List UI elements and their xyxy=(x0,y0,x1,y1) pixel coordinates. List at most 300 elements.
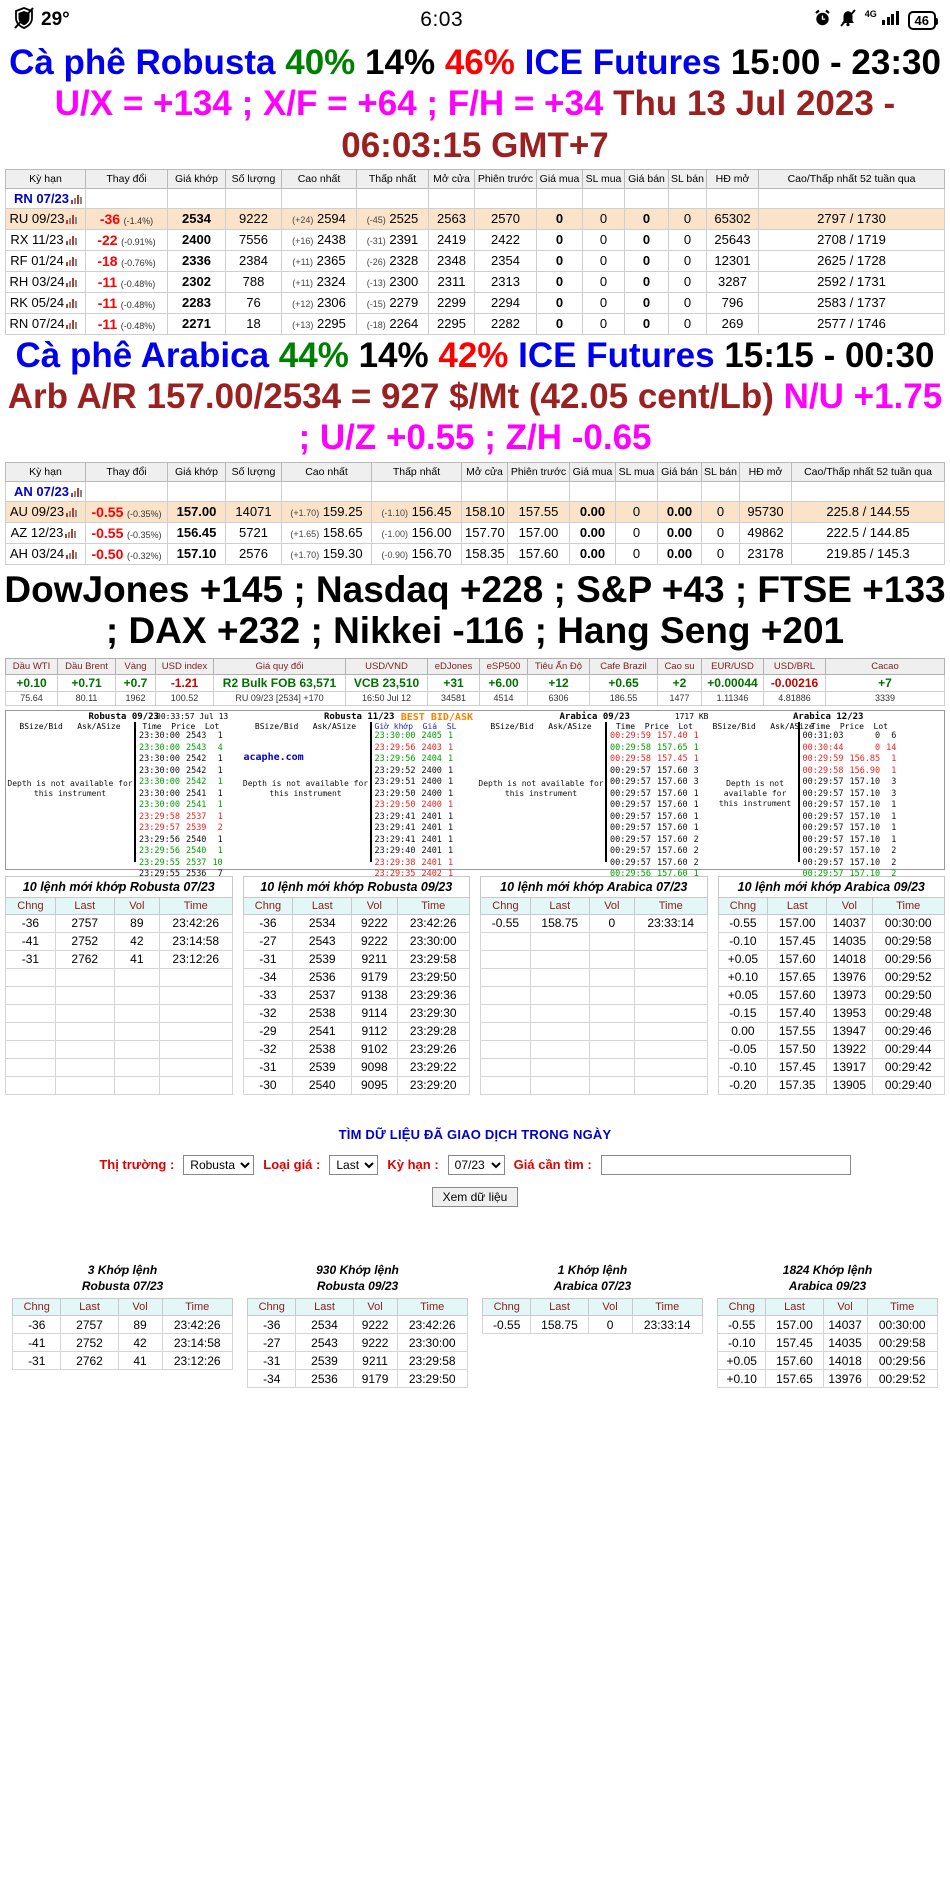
tick-row: 23:30:00 2542 1 xyxy=(139,777,223,788)
low-cell: (-31) 2391 xyxy=(357,229,429,250)
watermark: acaphe.com xyxy=(243,751,304,763)
table-row xyxy=(483,1316,703,1334)
tick-list[interactable]: Time Price Lot 00:29:59 157.40 1 00:29:58 157.65 1 00:29:58 157.45 1 00:29:57 157.60 3 00:29:57 157.60 3 00:29:57 157.60 1 00:29:57 157.60 1 00:29:57 157.60 1 00:29:57 157.60 1 00:29:57 157.60 2 00:29:57 157.60 2 00:29:57 157.60 2 00:29:56 157.60 1 xyxy=(605,722,702,862)
col-header: SL bán xyxy=(669,169,707,188)
col-header: Last xyxy=(55,897,114,914)
cell xyxy=(114,1040,159,1058)
cell: 2752 xyxy=(61,1334,118,1352)
strip-value: +0.71 xyxy=(58,674,116,691)
cell xyxy=(114,1076,159,1094)
cell: 23:29:20 xyxy=(397,1076,470,1094)
table-row[interactable] xyxy=(6,313,945,334)
table-row xyxy=(13,1334,233,1352)
table-row xyxy=(481,1058,708,1076)
cell: 2539 xyxy=(293,950,352,968)
contract-cell: AH 03/24 xyxy=(6,543,86,564)
cell: 9222 xyxy=(353,1334,397,1352)
change-cell: -36 (-1.4%) xyxy=(86,208,168,229)
view-data-button[interactable]: Xem dữ liệu xyxy=(432,1187,519,1207)
open-interest-cell: 65302 xyxy=(707,208,759,229)
block-gap xyxy=(233,876,243,1095)
term-label: Kỳ hạn : xyxy=(387,1157,439,1173)
search-title: TÌM DỮ LIỆU ĐÃ GIAO DỊCH TRONG NGÀY xyxy=(338,1126,612,1142)
cell xyxy=(160,1022,233,1040)
cell: 2762 xyxy=(61,1352,118,1370)
col-header: Last xyxy=(293,897,352,914)
cell: 2543 xyxy=(293,932,352,950)
strip-value: +0.10 xyxy=(6,674,58,691)
ask-cell xyxy=(658,481,702,501)
cell: 23:42:26 xyxy=(162,1316,232,1334)
table-row xyxy=(243,1004,470,1022)
strip-sub: 1.11346 xyxy=(702,691,764,705)
strip-sub: 34581 xyxy=(428,691,480,705)
volume-cell: 18 xyxy=(226,313,282,334)
cell xyxy=(160,1004,233,1022)
cell: 00:29:58 xyxy=(867,1334,937,1352)
cell: 2539 xyxy=(293,1058,352,1076)
high-cell: (+1.70) 159.25 xyxy=(282,501,372,522)
tick-row: 23:29:56 2403 1 xyxy=(374,742,454,753)
ask-cell: 0 xyxy=(625,229,669,250)
cell: 13973 xyxy=(827,986,872,1004)
table-row xyxy=(718,1352,938,1370)
tick-row: 00:29:57 157.10 1 xyxy=(802,800,897,811)
table-row xyxy=(6,1076,233,1094)
cell: -0.05 xyxy=(718,1040,768,1058)
table-row[interactable] xyxy=(6,543,945,564)
cell xyxy=(589,950,634,968)
market-select[interactable] xyxy=(183,1155,254,1175)
volume-cell: 2384 xyxy=(226,250,282,271)
bid-size-cell: 0 xyxy=(616,522,658,543)
table-row xyxy=(248,1352,468,1370)
ask-size-cell: 0 xyxy=(669,229,707,250)
cell: 9138 xyxy=(352,986,397,1004)
cell: 00:29:48 xyxy=(872,1004,945,1022)
cell xyxy=(114,986,159,1004)
contract-cell: RN 07/24 xyxy=(6,313,86,334)
tick-row: 23:30:00 2542 1 xyxy=(139,765,223,776)
robusta-pct-red: 46% xyxy=(444,43,515,82)
cell: 23:29:50 xyxy=(397,1370,467,1388)
mini-chart-icon[interactable] xyxy=(66,257,77,266)
cell: 9112 xyxy=(352,1022,397,1040)
tick-row: 23:29:56 2404 1 xyxy=(374,754,454,765)
prev-close-cell: 2354 xyxy=(475,250,537,271)
col-header: Last xyxy=(296,1299,353,1316)
cell: 00:30:00 xyxy=(867,1316,937,1334)
tick-list[interactable]: Giờ khớp Giá SL 23:30:00 2405 1 23:29:56 2403 1 23:29:56 2404 1 23:29:52 2400 1 23:29:51 2400 1 23:29:50 2400 1 23:29:50 2400 1 23:29:41 2401 1 23:29:41 2401 1 23:29:41 2401 1 23:29:40 2401 1 23:29:38 2401 1 23:29:35 2402 1 xyxy=(370,722,460,862)
robusta-datetime: Thu 13 Jul 2023 - 06:03:15 GMT+7 xyxy=(341,84,896,165)
volume-cell: 788 xyxy=(226,271,282,292)
last-price-cell: 156.45 xyxy=(168,522,226,543)
table-row[interactable] xyxy=(6,229,945,250)
cell xyxy=(635,968,708,986)
tick-row: 23:29:58 2537 1 xyxy=(139,811,223,822)
matched-orders-block xyxy=(5,876,233,1095)
ask-size-cell xyxy=(669,188,707,208)
mini-chart-icon[interactable] xyxy=(66,550,77,559)
prev-close-cell: 2294 xyxy=(475,292,537,313)
tick-row: 00:31:03 0 6 xyxy=(802,731,897,742)
mute-icon xyxy=(840,9,856,31)
matched-orders-block xyxy=(480,876,708,1095)
ask-size-cell: 0 xyxy=(702,501,740,522)
bottom-block xyxy=(475,1262,710,1388)
volume-cell xyxy=(226,481,282,501)
cell: 0 xyxy=(588,1316,632,1334)
last-price-cell: 2534 xyxy=(168,208,226,229)
strip-sub: 75.64 xyxy=(6,691,58,705)
block-title: 10 lệnh mới khớp Robusta 07/23 xyxy=(5,876,233,897)
col-header: Giá khớp xyxy=(168,169,226,188)
cell: -0.10 xyxy=(718,1334,766,1352)
table-row[interactable] xyxy=(6,250,945,271)
robusta-exchange: ICE Futures xyxy=(524,43,722,82)
strip-sub: 16:50 Jul 12 xyxy=(346,691,428,705)
col-header: SL bán xyxy=(702,462,740,481)
cell: -31 xyxy=(243,1058,293,1076)
contract-cell: RF 01/24 xyxy=(6,250,86,271)
cell: 14035 xyxy=(823,1334,867,1352)
open-cell: 2419 xyxy=(429,229,475,250)
cell: 23:29:28 xyxy=(397,1022,470,1040)
table-row[interactable] xyxy=(6,271,945,292)
table-row[interactable] xyxy=(6,481,945,501)
ask-cell: 0 xyxy=(625,271,669,292)
low-cell: (-1.10) 156.45 xyxy=(372,501,462,522)
cell: 14018 xyxy=(823,1352,867,1370)
table-row xyxy=(13,1352,233,1370)
bid-cell: 0 xyxy=(537,229,583,250)
col-header: Time xyxy=(160,897,233,914)
table-row xyxy=(6,1040,233,1058)
tick-row: 23:29:41 2401 1 xyxy=(374,834,454,845)
cell xyxy=(481,932,531,950)
high-cell: (+11) 2365 xyxy=(282,250,357,271)
cell: -41 xyxy=(13,1334,61,1352)
cell xyxy=(635,932,708,950)
table-row xyxy=(243,1040,470,1058)
term-select[interactable] xyxy=(448,1155,505,1175)
mini-chart-icon[interactable] xyxy=(66,508,77,517)
table-row xyxy=(718,1058,945,1076)
mini-chart-icon[interactable] xyxy=(66,236,77,245)
change-cell: -0.55 (-0.35%) xyxy=(86,501,168,522)
table-row xyxy=(6,1058,233,1076)
bid-cell xyxy=(537,188,583,208)
col-header: Time xyxy=(867,1299,937,1316)
table-row xyxy=(6,932,233,950)
tick-row: 23:29:57 2539 2 xyxy=(139,823,223,834)
col-header: Vol xyxy=(588,1299,632,1316)
cell: -32 xyxy=(243,1040,293,1058)
table-row xyxy=(243,932,470,950)
cell: 23:29:58 xyxy=(397,1352,467,1370)
cell: -31 xyxy=(6,950,56,968)
cell: 158.75 xyxy=(531,1316,588,1334)
tick-row: 23:30:00 2405 1 xyxy=(374,731,454,742)
robusta-headline xyxy=(0,40,950,166)
ask-size-cell: 0 xyxy=(702,543,740,564)
prev-close-cell xyxy=(475,188,537,208)
bid-size-cell xyxy=(583,188,625,208)
ask-size-cell: 0 xyxy=(669,271,707,292)
cell: 157.45 xyxy=(768,932,827,950)
tick-row: 00:29:57 157.60 3 xyxy=(610,765,699,776)
open-interest-cell: 23178 xyxy=(740,543,792,564)
col-header: Time xyxy=(632,1299,702,1316)
table-row xyxy=(243,1076,470,1094)
strip-value: +0.00044 xyxy=(702,674,764,691)
cell xyxy=(589,986,634,1004)
change-cell: -11 (-0.48%) xyxy=(86,313,168,334)
cell: 9095 xyxy=(352,1076,397,1094)
cell: 9102 xyxy=(352,1040,397,1058)
tick-row: 00:29:58 156.90 1 xyxy=(802,765,897,776)
recent-matched-orders xyxy=(5,876,945,1095)
col-header: Mở cửa xyxy=(429,169,475,188)
depth-panel-title: Arabica 09/23 xyxy=(559,711,630,722)
tick-list[interactable]: Time Price Lot 23:30:00 2543 1 23:30:00 2543 4 23:30:00 2542 1 23:30:00 2542 1 23:30:00 2542 1 23:30:00 2541 1 23:30:00 2541 1 23:29:58 2537 1 23:29:57 2539 2 23:29:56 2540 1 23:29:56 2540 1 23:29:55 2537 10 23:29:55 2536 7 xyxy=(134,722,226,862)
cell: 2752 xyxy=(55,932,114,950)
mini-chart-icon[interactable] xyxy=(66,299,77,308)
col-header: Giá bán xyxy=(625,169,669,188)
prev-close-cell: 157.00 xyxy=(508,522,570,543)
table-row[interactable] xyxy=(6,292,945,313)
strip-sub: 3339 xyxy=(826,691,945,705)
strip-header: Cacao xyxy=(826,658,945,674)
contract-cell: RX 11/23 xyxy=(6,229,86,250)
col-header: Thấp nhất xyxy=(372,462,462,481)
cell: 157.35 xyxy=(768,1076,827,1094)
table-row xyxy=(718,1076,945,1094)
table-row xyxy=(481,1004,708,1022)
range-52w-cell xyxy=(792,481,945,501)
strip-header: USD/BRL xyxy=(764,658,826,674)
contract-cell: RU 09/23 xyxy=(6,208,86,229)
strip-value: +6.00 xyxy=(480,674,528,691)
cell: +0.05 xyxy=(718,950,768,968)
match-count: 930 Khớp lệnh xyxy=(316,1262,399,1277)
high-cell: (+16) 2438 xyxy=(282,229,357,250)
cell: 157.65 xyxy=(768,968,827,986)
mini-chart-icon[interactable] xyxy=(65,529,76,538)
tick-row: 23:30:00 2543 1 xyxy=(139,731,223,742)
strip-sub: 100.52 xyxy=(156,691,214,705)
col-header: Thay đổi xyxy=(86,462,168,481)
low-cell: (-18) 2264 xyxy=(357,313,429,334)
ask-cell xyxy=(625,188,669,208)
range-52w-cell: 2625 / 1728 xyxy=(759,250,945,271)
table-row xyxy=(13,1316,233,1334)
ask-cell: 0 xyxy=(625,208,669,229)
cell: -36 xyxy=(243,914,293,932)
strip-value: VCB 23,510 xyxy=(346,674,428,691)
strip-sub: 186.55 xyxy=(590,691,658,705)
high-cell: (+1.65) 158.65 xyxy=(282,522,372,543)
contract-name: Robusta 07/23 xyxy=(81,1278,164,1293)
table-row xyxy=(243,914,470,932)
high-cell xyxy=(282,188,357,208)
ask-size-cell: 0 xyxy=(702,522,740,543)
tick-list[interactable]: Time Price Lot 00:31:03 0 6 00:30:44 0 14 00:29:59 156.85 1 00:29:58 156.90 1 00:29:57 157.10 3 00:29:57 157.10 3 00:29:57 157.10 1 00:29:57 157.10 1 00:29:57 157.10 1 00:29:57 157.10 1 00:29:57 157.10 2 00:29:57 157.10 2 00:29:57 157.10 2 xyxy=(798,722,900,862)
arabica-exchange: ICE Futures xyxy=(518,335,715,375)
bid-cell: 0 xyxy=(537,271,583,292)
cell: 2536 xyxy=(293,968,352,986)
ask-cell: 0.00 xyxy=(658,543,702,564)
price-type-label: Loại giá : xyxy=(263,1157,321,1173)
cell: 14018 xyxy=(827,950,872,968)
cell: 23:29:22 xyxy=(397,1058,470,1076)
mini-chart-icon[interactable] xyxy=(66,215,77,224)
cell: 9222 xyxy=(352,932,397,950)
bid-cell: 0 xyxy=(537,250,583,271)
cell xyxy=(530,950,589,968)
mini-chart-icon[interactable] xyxy=(71,195,82,204)
cell xyxy=(589,968,634,986)
cell: 157.00 xyxy=(768,914,827,932)
high-cell xyxy=(282,481,372,501)
open-cell: 158.10 xyxy=(462,501,508,522)
mini-chart-icon[interactable] xyxy=(66,320,77,329)
table-row xyxy=(6,950,233,968)
tick-row: 23:29:56 2540 1 xyxy=(139,834,223,845)
col-header: Time xyxy=(397,897,470,914)
cell: 157.65 xyxy=(766,1370,823,1388)
cell: 00:29:56 xyxy=(872,950,945,968)
cell: -34 xyxy=(248,1370,296,1388)
low-cell: (-15) 2279 xyxy=(357,292,429,313)
cell: 00:29:44 xyxy=(872,1040,945,1058)
table-row[interactable] xyxy=(6,208,945,229)
bid-size-cell: 0 xyxy=(583,292,625,313)
depth-panel-title: Robusta 11/23 xyxy=(324,711,395,722)
open-interest-cell xyxy=(707,188,759,208)
price-search-label: Giá cần tìm : xyxy=(513,1157,592,1173)
table-row xyxy=(718,950,945,968)
robusta-pct-green: 40% xyxy=(285,43,356,82)
range-52w-cell: 2583 / 1737 xyxy=(759,292,945,313)
contract-cell: AZ 12/23 xyxy=(6,522,86,543)
open-cell xyxy=(462,481,508,501)
cell: -31 xyxy=(243,950,293,968)
tick-row: 23:29:50 2400 1 xyxy=(374,788,454,799)
table-row[interactable] xyxy=(6,188,945,208)
strip-header: EUR/USD xyxy=(702,658,764,674)
block-title: 10 lệnh mới khớp Arabica 09/23 xyxy=(718,876,946,897)
open-cell: 2348 xyxy=(429,250,475,271)
cell: 23:29:50 xyxy=(397,968,470,986)
bid-cell: 0.00 xyxy=(570,543,616,564)
cell: 157.60 xyxy=(768,986,827,1004)
cell: 9179 xyxy=(353,1370,397,1388)
cell xyxy=(530,1076,589,1094)
cell xyxy=(160,1076,233,1094)
match-count: 3 Khớp lệnh xyxy=(87,1262,158,1277)
cell: 23:12:26 xyxy=(162,1352,232,1370)
cell: 41 xyxy=(114,950,159,968)
search-form xyxy=(0,1155,950,1175)
depth-column: Robusta 09/23 00:33:57 Jul 13 BSize/Bid Ask/ASize Depth is not available for this instrument Time Price Lot 23:30:00 2543 1 23:30:00 2543 4 23:30:00 2542 1 23:30:00 2542 1 23:30:00 2542 1 23:30:00 2541 1 23:30:00 2541 1 23:29:58 2537 1 23:29:57 2539 2 23:29:56 2540 1 23:29:56 2540 1 23:29:55 2537 10 23:29:55 2536 7 xyxy=(6,711,242,869)
cell: +0.05 xyxy=(718,986,768,1004)
cell: -30 xyxy=(243,1076,293,1094)
bid-size-cell: 0 xyxy=(583,229,625,250)
depth-panel-title: Robusta 09/23 xyxy=(88,711,159,722)
volume-cell: 7556 xyxy=(226,229,282,250)
tick-row: 00:29:57 157.60 1 xyxy=(610,823,699,834)
mini-chart-icon[interactable] xyxy=(66,278,77,287)
temperature-label: 29° xyxy=(41,9,70,30)
cell xyxy=(530,1004,589,1022)
table-row xyxy=(243,1058,470,1076)
high-cell: (+12) 2306 xyxy=(282,292,357,313)
tick-row: 00:29:57 157.60 3 xyxy=(610,777,699,788)
strip-header: Dầu Brent xyxy=(58,658,116,674)
depth-column xyxy=(712,711,945,880)
price-search-input[interactable] xyxy=(601,1155,851,1175)
cell: 157.60 xyxy=(768,950,827,968)
cell: 00:29:58 xyxy=(872,932,945,950)
cell xyxy=(530,1022,589,1040)
col-header: HĐ mở xyxy=(707,169,759,188)
tick-row: 00:29:57 157.60 2 xyxy=(610,834,699,845)
table-row xyxy=(481,950,708,968)
table-row[interactable] xyxy=(6,522,945,543)
cell xyxy=(160,1040,233,1058)
depth-col-headers: BSize/Bid Ask/ASize xyxy=(254,721,357,731)
bid-cell xyxy=(570,481,616,501)
contract-cell: RN 07/23 xyxy=(6,188,86,208)
volume-cell xyxy=(226,188,282,208)
ask-cell: 0.00 xyxy=(658,501,702,522)
table-row xyxy=(481,914,708,932)
price-type-select[interactable] xyxy=(329,1155,378,1175)
tick-row: 23:29:51 2400 1 xyxy=(374,777,454,788)
col-header: SL mua xyxy=(616,462,658,481)
tick-row: 00:29:58 157.65 1 xyxy=(610,742,699,753)
open-cell: 157.70 xyxy=(462,522,508,543)
cell: 157.60 xyxy=(766,1352,823,1370)
cell xyxy=(55,1076,114,1094)
volume-cell: 14071 xyxy=(226,501,282,522)
tick-row: 00:29:58 157.45 1 xyxy=(610,754,699,765)
strip-value: +31 xyxy=(428,674,480,691)
ask-cell: 0 xyxy=(625,292,669,313)
strip-header: Cafe Brazil xyxy=(590,658,658,674)
cell: 00:30:00 xyxy=(872,914,945,932)
cell xyxy=(114,1022,159,1040)
status-left xyxy=(14,7,70,33)
col-header: Last xyxy=(61,1299,118,1316)
table-row[interactable] xyxy=(6,501,945,522)
prev-close-cell xyxy=(508,481,570,501)
arabica-arb: Arb A/R 157.00/2534 = 927 $/Mt (42.05 cent/Lb) xyxy=(7,377,774,417)
ask-size-cell: 0 xyxy=(669,313,707,334)
cell: -0.10 xyxy=(718,1058,768,1076)
tick-row: 00:29:57 157.60 2 xyxy=(610,846,699,857)
cell xyxy=(589,932,634,950)
cell: 2536 xyxy=(296,1370,353,1388)
mini-chart-icon[interactable] xyxy=(71,488,82,497)
depth-col-headers: BSize/Bid Ask/ASize xyxy=(490,721,592,731)
range-52w-cell: 2577 / 1746 xyxy=(759,313,945,334)
cell: -33 xyxy=(243,986,293,1004)
tick-row: 23:29:38 2401 1 xyxy=(374,857,454,868)
strip-header: Cao su xyxy=(658,658,702,674)
ask-size-cell: 0 xyxy=(669,292,707,313)
